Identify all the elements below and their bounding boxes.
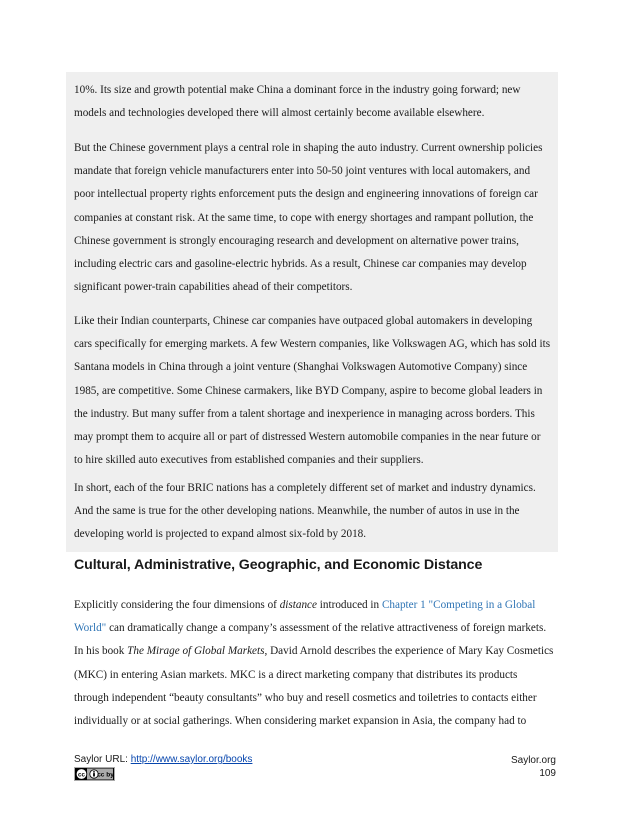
text-run: introduced in <box>317 599 382 611</box>
footer-url <box>74 754 252 765</box>
text-line: significant power-train capabilities ahead of their competitors. <box>74 281 353 294</box>
shaded-text-box <box>66 72 558 552</box>
book-title: The Mirage of Global Markets <box>127 645 265 658</box>
text-run: Explicitly considering the four dimensions of <box>74 599 280 611</box>
text-line: the industry. But many suffer from a talent shortage and inexperience in managing across borders. This <box>74 407 535 420</box>
text-line: In short, each of the four BRIC nations has a completely different set of market and industry dynamics. <box>74 482 536 494</box>
text-run: can dramatically change a company’s assessment of the relative attractiveness of foreign markets. <box>106 622 547 635</box>
text-line: models and technologies developed there will almost certainly become available elsewhere. <box>74 107 485 120</box>
text-line: mandate that foreign vehicle manufacturers enter into 50-50 joint ventures with local automakers, and <box>74 165 531 178</box>
text-line: 1985, are competitive. Some Chinese carmakers, like BYD Company, aspire to become global leaders in <box>74 384 543 397</box>
text-line: But the Chinese government plays a central role in shaping the auto industry. Current ownership policies <box>74 142 543 154</box>
text-line: to hire skilled auto executives from established companies and their suppliers. <box>74 454 424 467</box>
text-line: poor intellectual property rights enforcement puts the design and engineering innovations of foreign car <box>74 188 538 201</box>
text-line: Chinese government is strongly encouraging research and development on alternative power trains, <box>74 234 519 247</box>
license-badge-text: cc by <box>97 771 114 779</box>
text-line: through independent “beauty consultants” who buy and resell cosmetics and toiletries to contacts either <box>74 691 537 704</box>
paragraph <box>74 79 552 125</box>
text-line: including electric cars and gasoline-electric hybrids. As a result, Chinese car companies may develop <box>74 258 527 271</box>
cc-license-icon <box>74 767 115 781</box>
chapter-link-continued[interactable]: World" <box>74 622 107 635</box>
footer-right <box>511 754 556 780</box>
paragraph <box>74 310 552 472</box>
page-number: 109 <box>539 768 556 779</box>
section-heading: Cultural, Administrative, Geographic, and Economic Distance <box>74 557 483 573</box>
text-line: individually or at social gatherings. When considering market expansion in Asia, the company had to <box>74 715 527 728</box>
section-body <box>74 594 556 733</box>
saylor-books-link[interactable]: http://www.saylor.org/books <box>130 754 253 765</box>
text-run: , David Arnold describes the experience of Mary Kay Cosmetics <box>264 645 554 658</box>
text-line: may prompt them to acquire all or part of distressed Western automobile companies in the near future or <box>74 431 541 444</box>
paragraph <box>74 137 552 299</box>
text-line: companies at constant risk. At the same time, to cope with energy shortages and rampant pollution, the <box>74 211 534 224</box>
text-line: 10%. Its size and growth potential make China a dominant force in the industry going forward; new <box>74 84 521 96</box>
svg-text:cc: cc <box>78 771 85 779</box>
text-line: developing world is projected to expand almost six-fold by 2018. <box>74 528 367 541</box>
text-line: (MKC) in entering Asian markets. MKC is a direct marketing company that distributes its products <box>74 668 518 681</box>
emphasis: distance <box>279 599 317 611</box>
paragraph <box>74 594 556 733</box>
chapter-link[interactable]: Chapter 1 "Competing in a Global <box>381 599 536 611</box>
footer-site: Saylor.org <box>510 755 556 766</box>
text-line: cars specifically for emerging markets. A few Western companies, like Volkswagen AG, which has sold its <box>74 338 551 351</box>
text-line: Like their Indian counterparts, Chinese car companies have outpaced global automakers in developing <box>74 315 533 327</box>
text-run: In his book <box>74 645 128 658</box>
text-line: Santana models in China through a joint venture (Shanghai Volkswagen Automotive Company) since <box>74 361 528 374</box>
footer-url-label: Saylor URL: <box>74 754 131 765</box>
text-line: And the same is true for the other developing nations. Meanwhile, the number of autos in use in the <box>74 505 520 518</box>
paragraph <box>74 477 552 547</box>
